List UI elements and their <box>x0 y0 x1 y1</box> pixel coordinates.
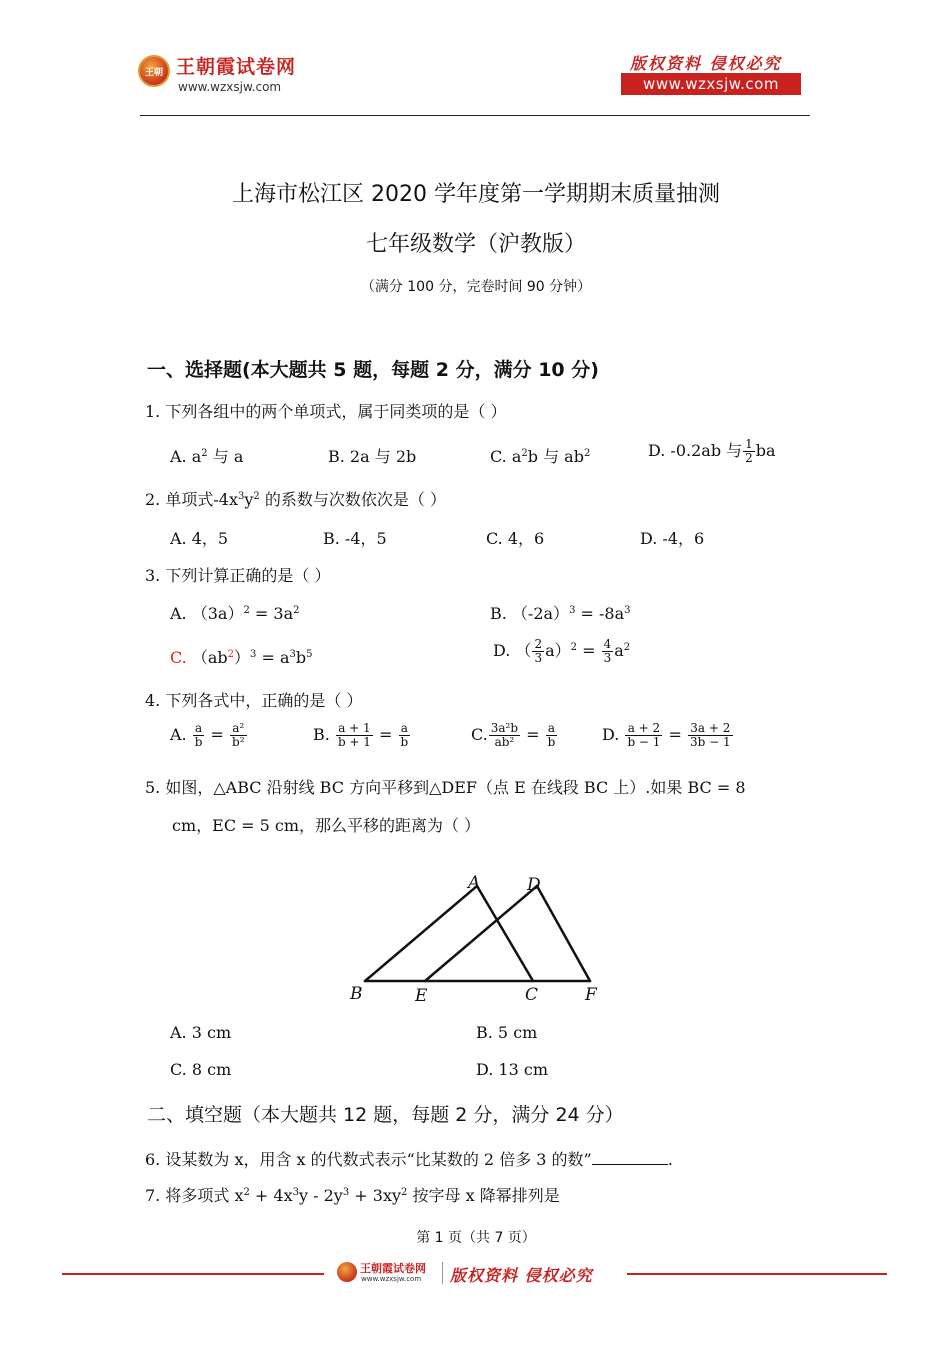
footer-copyright: 版权资料 侵权必究 <box>450 1266 593 1285</box>
question-4-option-a: A. $\frac{a}{b}$ = $\frac{\text{a²}}{\text{b²}}$ <box>170 721 245 749</box>
logo-url: www.wzxsjw.com <box>178 80 282 94</box>
question-2-option-d: D. -4，6 <box>640 529 705 548</box>
question-5-stem-line2: cm，EC = 5 cm，那么平移的距离为（ ） <box>172 816 481 835</box>
question-1-option-d: D. -0.2ab 与 $\frac{1}{2}$ ba <box>648 437 776 465</box>
line-ac <box>477 886 533 981</box>
footer-separator <box>442 1262 443 1284</box>
label-f: F <box>585 985 597 1005</box>
question-2-option-b: B. -4，5 <box>323 529 387 548</box>
label-a: A <box>468 873 481 893</box>
header-url-banner: www.wzxsjw.com <box>621 73 801 95</box>
answer-blank[interactable] <box>592 1150 668 1165</box>
question-3-stem: 3. 下列计算正确的是（ ） <box>145 566 331 585</box>
question-4-option-c: C. $\frac{\text{3a²b}}{\text{ab²}}$ = $\frac{a}{b}$ <box>471 721 556 749</box>
question-5-option-c: C. 8 cm <box>170 1060 232 1079</box>
question-1-option-c: C. $a^2b$ 与 $ab^2$ <box>490 447 591 466</box>
header-copyright: 版权资料 侵权必究 <box>630 54 782 73</box>
question-3-option-d: D. （ $\frac{2}{3}$ a）$^2$ = $\frac{4}{3}$ $a^2$ <box>493 637 631 665</box>
section-heading-choice: 一、选择题(本大题共 5 题，每题 2 分，满分 10 分) <box>147 359 599 381</box>
footer-logo: 王朝霞试卷网 <box>360 1262 426 1275</box>
question-4-stem: 4. 下列各式中，正确的是（ ） <box>145 691 363 710</box>
question-1-option-b: B. 2a 与 2b <box>328 447 417 466</box>
question-6-stem: 6. 设某数为 x，用含 x 的代数式表示“比某数的 2 倍多 3 的数” . <box>145 1150 673 1169</box>
header-divider <box>140 115 810 116</box>
line-ba <box>365 886 477 981</box>
label-d: D <box>527 875 541 895</box>
question-3-option-c: C. $(ab^2)^3 = a^3b^5$ <box>170 648 313 667</box>
question-2-option-a: A. 4，5 <box>170 529 229 548</box>
label-c: C <box>525 985 539 1005</box>
page-number: 第 1 页（共 7 页） <box>416 1230 536 1246</box>
line-ed <box>425 886 537 981</box>
line-df <box>537 886 590 981</box>
seal-text: 王朝 <box>144 68 163 78</box>
footer-divider-left <box>62 1273 324 1275</box>
label-b: B <box>350 984 363 1004</box>
footer-url: www.wzxsjw.com <box>361 1275 422 1283</box>
question-3-option-a: A. $(3a)^2 = 3a^2$ <box>170 604 300 623</box>
question-2-stem: 2. 单项式$-4x^3y^2$ 的系数与次数依次是（ ） <box>145 490 446 509</box>
question-5-stem-line1: 5. 如图，△ABC 沿射线 BC 方向平移到△DEF（点 E 在线段 BC 上）.如果 BC = 8 <box>145 778 746 797</box>
footer-divider-right <box>627 1273 887 1275</box>
question-3-option-b: B. $(-2a)^3 = -8a^3$ <box>490 604 631 623</box>
question-1-stem: 1. 下列各组中的两个单项式，属于同类项的是（ ） <box>145 402 507 421</box>
exam-subtitle: 七年级数学（沪教版） <box>365 232 586 257</box>
question-7-stem: 7. 将多项式 $x^2 + 4x^3y - 2y^3 + 3xy^2$ 按字母 x 降幂排列是 <box>145 1186 560 1205</box>
question-4-option-d: D. $\frac{a + 2}{b - 1}$ = $\frac{3a + 2}{3b - 1}$ <box>602 721 731 749</box>
question-1-option-a: A. $a^2$ 与 a <box>170 447 244 466</box>
question-5-option-a: A. 3 cm <box>170 1023 232 1042</box>
question-5-option-b: B. 5 cm <box>476 1023 538 1042</box>
logo-name: 王朝霞试卷网 <box>176 56 297 78</box>
question-2-option-c: C. 4，6 <box>486 529 545 548</box>
exam-title: 上海市松江区 2020 学年度第一学期期末质量抽测 <box>232 182 720 207</box>
exam-info: （满分 100 分，完卷时间 90 分钟） <box>360 279 592 295</box>
question-4-option-b: B. $\frac{a + 1}{b + 1}$ = $\frac{a}{b}$ <box>313 721 409 749</box>
section-heading-fill: 二、填空题（本大题共 12 题，每题 2 分，满分 24 分） <box>147 1104 624 1126</box>
triangle-translation-figure <box>340 868 610 1008</box>
label-e: E <box>415 986 428 1006</box>
logo-seal-icon <box>138 55 170 87</box>
footer-seal-icon <box>337 1262 357 1282</box>
question-5-option-d: D. 13 cm <box>476 1060 549 1079</box>
